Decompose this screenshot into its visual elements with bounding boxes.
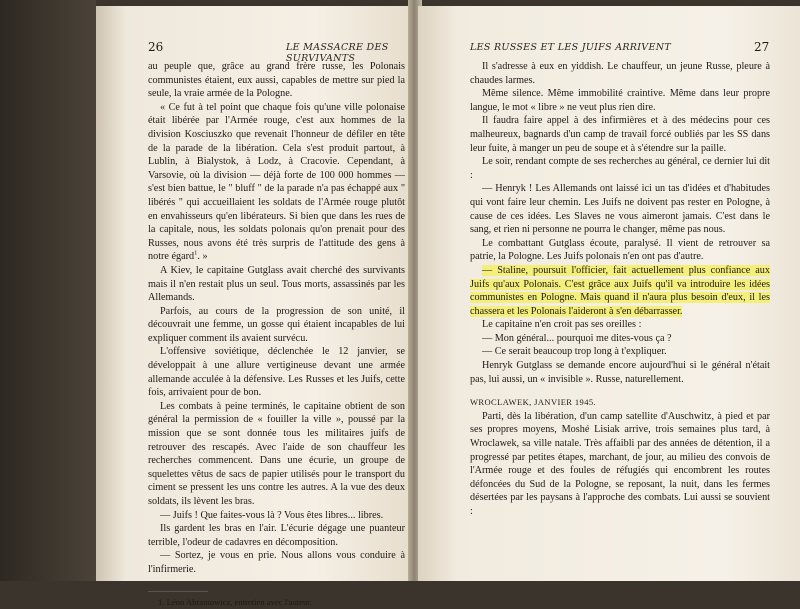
page-number-left: 26 <box>148 40 164 54</box>
paragraph: Le combattant Gutglass écoute, paralysé. Il vient de retrouver sa patrie, la Pologne. Les Juifs polonais n'en ont pas d'autre. <box>470 237 770 263</box>
paragraph: Parfois, au cours de la progression de son unité, il découvrait une femme, un gosse qui étaient incapables de lui expliquer comment ils avaient survécu. <box>148 305 405 344</box>
footnote-rule <box>148 591 208 592</box>
paragraph: Même silence. Même immobilité craintive. Même dans leur propre langue, le mot « libre » ne veut plus rien dire. <box>470 88 770 113</box>
paragraph: — Henryk ! Les Allemands ont laissé ici un tas d'idées et d'habitudes qui vont faire leur chemin. Les Juifs ne doivent pas rester en Pologne, à cause de ces idées. Les Slaves ne vous aimeront jamais. C'est dans le sang, et rien ni personne ne pourra le changer, même pas nous. <box>470 183 770 236</box>
quote-end: . » <box>197 251 208 263</box>
paragraph: Le soir, rendant compte de ses recherches au général, ce dernier lui dit : <box>470 156 770 181</box>
paragraph: — Juifs ! Que faites-vous là ? Vous êtes libres... libres. <box>160 509 384 521</box>
quote-text: « Ce fut à tel point que chaque fois qu'une ville polonaise était libérée par l'Armée rouge, c'est aux hommes de la division Kosciuszko que revenait l'honneur de défiler en tête de la parade de la libération. Cela s'est produit partout, à Lublin, à Bialystok, à Lodz, à Cracovie. Cependant, à Varsovie, où la division — déjà forte de 100 000 hommes — s'est bien battue, le " bluff " de la parade n'a pas échappé aux " libérés " qui accueillaient les soldats de l'Armée rouge plutôt en envahisseurs qu'en libérateurs. Si bien que dans les rues de la capitale, nous, les soldats polonais qu'on prenait pour des Russes, nous avons été très surpris de l'attitude des gens à notre égard <box>148 101 405 263</box>
section-heading: WROCLAWEK, JANVIER 1945. <box>470 397 597 408</box>
footnote: 1. Léon Abramowicz, entretien avec l'auteur. <box>158 596 312 607</box>
paragraph: Le capitaine n'en croit pas ses oreilles : <box>482 319 642 331</box>
paragraph: — Mon général... pourquoi me dites-vous ça ? <box>482 332 672 344</box>
running-head-right: LES RUSSES ET LES JUIFS ARRIVENT <box>470 42 671 53</box>
highlight-mark: — Staline, poursuit l'officier, fait actuellement plus confiance aux Juifs qu'aux Polonais. C'est grâce aux Juifs qu'il va introduire les idées communistes en Pologne. Mais quand il n'aura plus besoin d'eux, il les chassera et les Polonais l'aideront à s'en débarrasser. <box>470 264 770 317</box>
page-number-right: 27 <box>754 40 770 54</box>
running-head-left: LE MASSACRE DES SURVIVANTS <box>286 42 389 64</box>
section <box>470 396 770 518</box>
left-page <box>96 6 412 607</box>
paragraph: — Ce serait beaucoup trop long à t'expliquer. <box>482 346 667 358</box>
right-page <box>418 6 800 581</box>
paragraph: A Kiev, le capitaine Gutglass avait cherché des survivants mais il n'en restait plus un seul. Tous morts, assassinés par les Allemands. <box>148 264 405 304</box>
paragraph: L'offensive soviétique, déclenchée le 12 janvier, se développait à une allure vertigineuse devant une armée allemande acculée à la défensive. Les Russes et les Juifs, cette fois, arrivaient pour de bon. <box>148 346 405 399</box>
footnote-ref: 1 <box>194 249 198 257</box>
paragraph: Il s'adresse à eux en yiddish. Le chauffeur, un jeune Russe, pleure à chaudes larmes. <box>470 61 770 86</box>
paragraph: au peuple que, grâce au grand frère russe, les Polonais communistes étaient, eux aussi, capables de mettre sur pied la seule, la vraie armée de la Pologne. <box>148 61 405 100</box>
background-surface <box>0 0 96 581</box>
paragraph: Il faudra faire appel à des infirmières et à des médecins pour ces malheureux, bagnards d'un camp de travail forcé oubliés par les SS dans leur fuite, à manger un peu de soupe et à s'étendre sur la paille. <box>470 115 770 154</box>
paragraph: Ils gardent les bras en l'air. L'écurie dégage une puanteur terrible, l'odeur de cadavres en décomposition. <box>148 523 405 548</box>
paragraph: Parti, dès la libération, d'un camp satellite d'Auschwitz, à pied et par ses propres moyens, Moshé Lisiak arrive, trois semaines plus tard, à Wroclawek, sa ville natale. Très affaibli par des années de détention, il a progressé par petites étapes, marchant, de jour, au milieu des convois de l'Armée rouge et des foules de réfugiés qui encombrent les routes défoncées du Sud de la Pologne, se reposant, la nuit, dans les fermes désertées par les paysans à l'approche des combats. Lui aussi se souvient : <box>470 410 770 517</box>
right-page-body <box>470 60 770 519</box>
quote-paragraph <box>148 101 405 264</box>
paragraph: Henryk Gutglass se demande encore aujourd'hui si le général n'était pas, lui aussi, un « invisible ». Russe, naturellement. <box>470 360 770 385</box>
left-page-body <box>148 60 405 609</box>
paragraph: Les combats à peine terminés, le capitaine obtient de son général la permission de « fouiller la ville », poussé par la mission que se sont donnée tous les militaires juifs de retrouver des rescapés. Avec l'aide de son chauffeur les recherches commencent. Dans une écurie, un groupe de squelettes vêtus de sacs de papier utilisés pour le transport du ciment se pressent les uns contre les autres. A la vue des deux soldats, ils lèvent les bras. <box>148 400 405 507</box>
paragraph: — Sortez, je vous en prie. Nous allons vous conduire à l'infirmerie. <box>148 550 405 575</box>
highlighted-paragraph <box>470 264 770 318</box>
